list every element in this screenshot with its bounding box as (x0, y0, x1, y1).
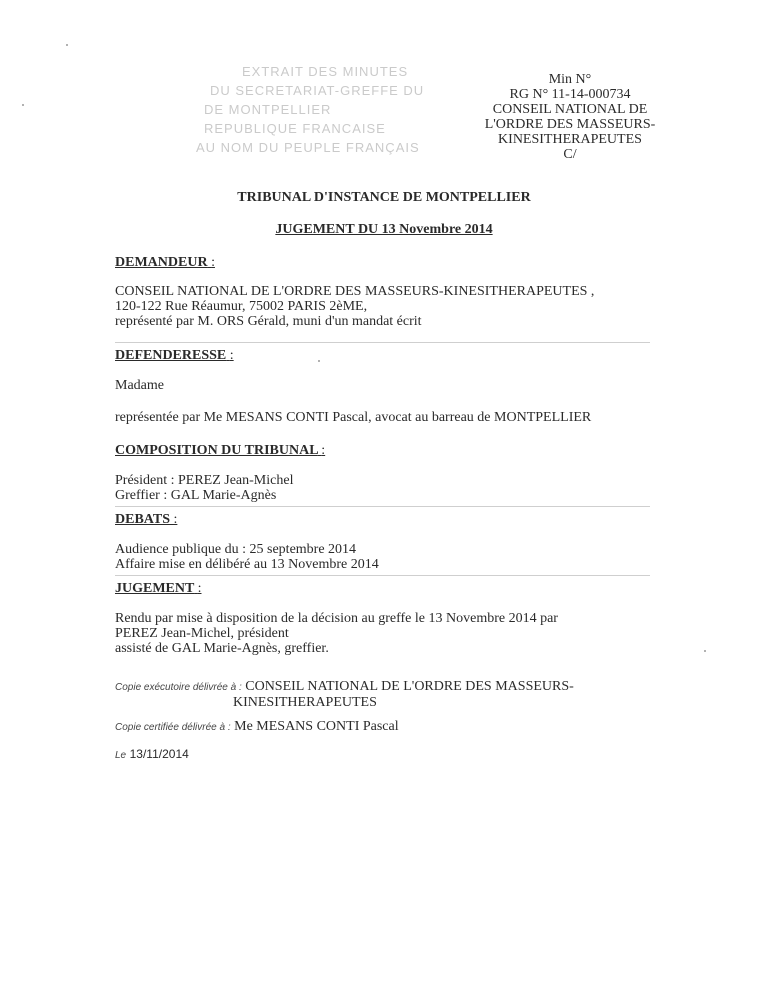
heading-text: DEFENDERESSE (115, 348, 227, 363)
copy-certifiee (115, 719, 715, 735)
plaintiff-line: L'ORDRE DES MASSEURS- (484, 117, 656, 132)
heading-text: DEBATS (115, 512, 170, 527)
copy-executoire-recipient-cont: KINESITHERAPEUTES (233, 695, 377, 710)
heading-text: DEMANDEUR (115, 255, 208, 270)
heading-colon: : (173, 512, 178, 527)
scan-speck (22, 104, 24, 106)
text-line: Audience publique du : 25 septembre 2014 (115, 542, 357, 557)
rg-number: RG N° 11-14-000734 (509, 87, 631, 102)
judgment-title (0, 222, 768, 238)
delivery-date (115, 747, 715, 763)
section-body (115, 284, 675, 329)
heading-colon: : (321, 443, 326, 458)
text-line: Rendu par mise à disposition de la décision au greffe le 13 Novembre 2014 par (115, 611, 558, 626)
copy-executoire-recipient: CONSEIL NATIONAL DE L'ORDRE DES MASSEURS- (245, 679, 574, 694)
heading-colon: : (197, 581, 202, 596)
section-defenderesse (115, 348, 675, 425)
copy-certifiee-label: Copie certifiée délivrée à : (115, 722, 231, 733)
divider (115, 342, 650, 343)
section-body (115, 473, 675, 503)
section-body (115, 542, 675, 572)
text-line: PEREZ Jean-Michel, président (115, 626, 289, 641)
section-debats (115, 512, 675, 572)
heading-colon: : (211, 255, 215, 270)
scan-speck (66, 44, 68, 46)
heading-text: JUGEMENT (115, 581, 195, 596)
section-body (115, 378, 675, 425)
date-label: Le (115, 750, 127, 761)
section-heading (115, 581, 675, 597)
stamp-line: AU NOM DU PEUPLE FRANÇAIS (196, 140, 420, 155)
text-line: assisté de GAL Marie-Agnès, greffier. (115, 641, 329, 656)
text-line: Madame (115, 378, 164, 393)
copy-certifiee-recipient: Me MESANS CONTI Pascal (234, 719, 399, 734)
copy-executoire-label: Copie exécutoire délivrée à : (115, 682, 242, 693)
stamp-line: REPUBLIQUE FRANCAISE (204, 121, 386, 136)
section-body (115, 611, 675, 656)
scan-speck (318, 360, 320, 362)
date-value: 13/11/2014 (129, 747, 189, 761)
section-heading (115, 512, 675, 528)
section-heading (115, 255, 675, 271)
court-title: TRIBUNAL D'INSTANCE DE MONTPELLIER (237, 190, 531, 205)
section-composition (115, 443, 675, 503)
stamp-line: DU SECRETARIAT-GREFFE DU (210, 83, 425, 98)
greffier: Greffier : GAL Marie-Agnès (115, 488, 277, 503)
divider (115, 506, 650, 507)
copy-executoire (115, 679, 715, 710)
text-line: représentée par Me MESANS CONTI Pascal, avocat au barreau de MONTPELLIER (115, 410, 592, 425)
text-line: 120-122 Rue Réaumur, 75002 PARIS 2èME, (115, 299, 368, 314)
president: Président : PEREZ Jean-Michel (115, 473, 294, 488)
case-reference (470, 72, 670, 162)
judgment-title-text: JUGEMENT DU 13 Novembre 2014 (275, 222, 493, 237)
text-line: représenté par M. ORS Gérald, muni d'un mandat écrit (115, 314, 422, 329)
heading-text: COMPOSITION DU TRIBUNAL (115, 443, 318, 458)
section-heading (115, 348, 675, 364)
stamp-line: EXTRAIT DES MINUTES (242, 64, 409, 79)
plaintiff-line: KINESITHERAPEUTES (498, 132, 642, 147)
scan-speck (704, 650, 706, 652)
text-line: Affaire mise en délibéré au 13 Novembre 2014 (115, 557, 379, 572)
section-jugement (115, 581, 675, 656)
minute-number: Min N° (548, 72, 592, 87)
heading-colon: : (229, 348, 234, 363)
section-demandeur (115, 255, 675, 329)
stamp-line: DE MONTPELLIER (204, 102, 332, 117)
divider (115, 575, 650, 576)
versus: C/ (563, 147, 577, 162)
court-stamp (196, 62, 425, 162)
text-line: CONSEIL NATIONAL DE L'ORDRE DES MASSEURS-KINESITHERAPEUTES , (115, 284, 595, 299)
section-heading (115, 443, 675, 459)
plaintiff-line: CONSEIL NATIONAL DE (492, 102, 648, 117)
